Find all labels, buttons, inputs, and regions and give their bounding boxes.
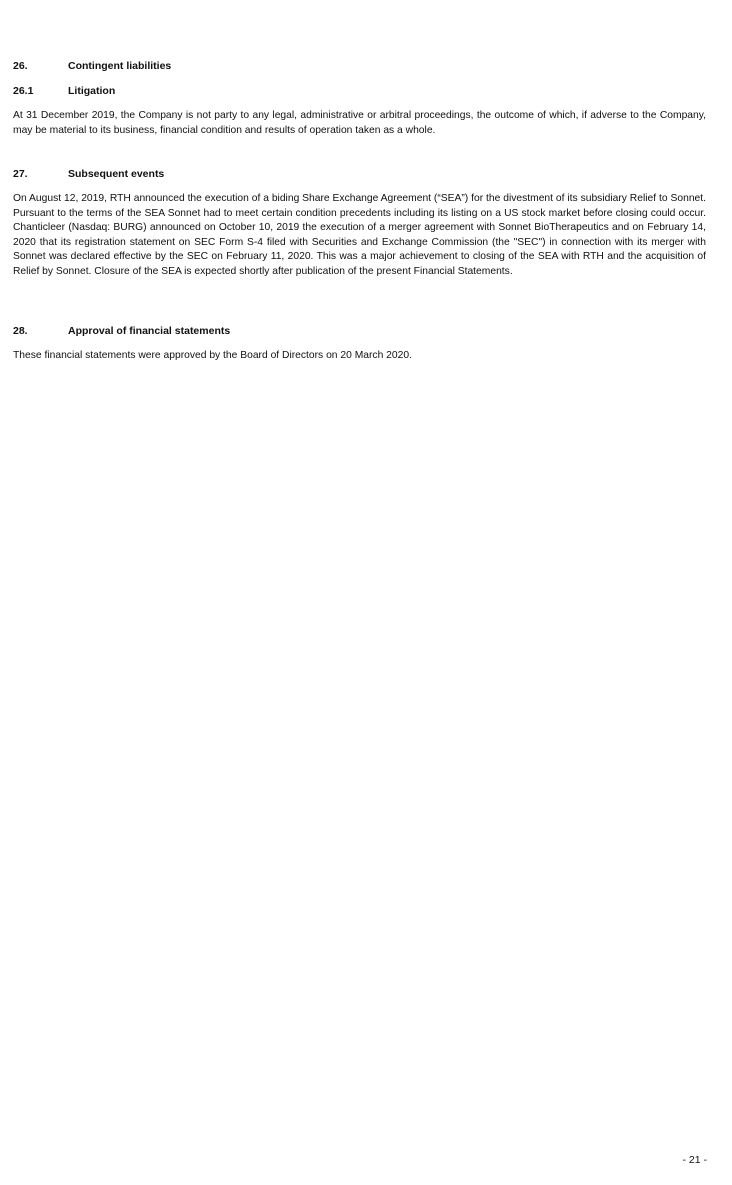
section-title: Subsequent events xyxy=(68,168,165,180)
section-26-heading xyxy=(13,59,171,73)
section-number: 27. xyxy=(13,168,28,180)
section-28-heading xyxy=(13,324,230,338)
page-number: - 21 - xyxy=(682,1154,707,1166)
section-title: Approval of financial statements xyxy=(68,325,231,337)
section-27-heading xyxy=(13,167,164,181)
section-number: 26. xyxy=(13,60,28,72)
section-number: 26.1 xyxy=(13,85,34,97)
section-number: 28. xyxy=(13,325,28,337)
subsequent-events-paragraph: On August 12, 2019, RTH announced the execution of a biding Share Exchange Agreement (“SEA”) for the divestment of its subsidiary Relief to Sonnet. Pursuant to the terms of the SEA Sonnet had to meet certain condition precedents including its listing on a US stock market before closing could occur. Chanticleer (Nasdaq: BURG) announced on October 10, 2019 the execution of a merger agreement with Sonnet BioTherapeutics and on February 14, 2020 that its registration statement on SEC Form S-4 filed with Securities and Exchange Commission (the "SEC") in connection with its merger with Sonnet was declared effective by the SEC on February 11, 2020. This was a major achievement to closing of the SEA with RTH and the acquisition of Relief by Sonnet. Closure of the SEA is expected shortly after publication of the present Financial Statements. xyxy=(13,193,706,277)
approval-paragraph: These financial statements were approved by the Board of Directors on 20 March 2020. xyxy=(13,350,412,361)
litigation-paragraph: At 31 December 2019, the Company is not party to any legal, administrative or arbitral proceedings, the outcome of which, if adverse to the Company, may be material to its business, financial condition and results of operation taken as a whole. xyxy=(13,110,706,136)
section-26-1-heading xyxy=(13,84,115,98)
section-title: Litigation xyxy=(68,85,116,97)
section-title: Contingent liabilities xyxy=(68,60,172,72)
